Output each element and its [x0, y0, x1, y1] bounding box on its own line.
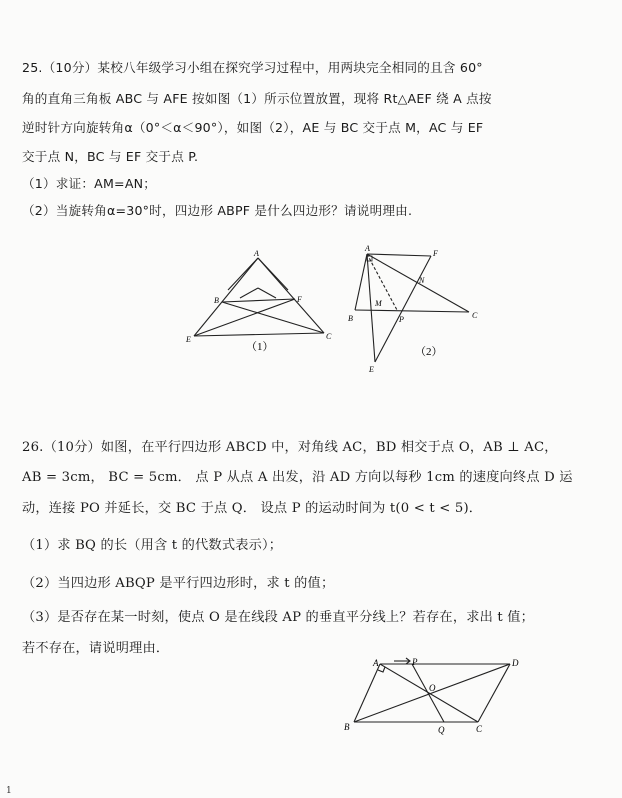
fig26-label-Q: Q [438, 725, 445, 735]
fig2-label-N: N [419, 276, 425, 285]
fig2-label-M: M [375, 299, 382, 308]
q25-figure-2 [345, 240, 495, 375]
fig1-label-B: B [214, 296, 219, 305]
fig1-label-F: F [297, 295, 302, 304]
q26-line-2: AB = 3cm， BC = 5cm． 点 P 从点 A 出发，沿 AD 方向以每秒 1cm 的速度向终点 D 运 [22, 470, 573, 485]
q26-line-1: 26.（10分）如图，在平行四边形 ABCD 中，对角线 AC，BD 相交于点 O，AB ⊥ AC， [22, 440, 558, 455]
q25-line-3: 逆时针方向旋转角α（0°＜α＜90°），如图（2），AE 与 BC 交于点 M，AC 与 EF [22, 120, 484, 135]
fig2-label-A: A [365, 244, 370, 253]
q26-line-3: 动，连接 PO 并延长，交 BC 于点 Q． 设点 P 的运动时间为 t(0 < t < 5)． [22, 501, 483, 516]
fig2-label-E: E [369, 365, 374, 374]
fig26-label-C: C [476, 724, 483, 734]
q25-figure-1 [180, 246, 340, 356]
fig2-caption: （2） [415, 346, 443, 358]
q25-line-4: 交于点 N，BC 与 EF 交于点 P. [22, 149, 199, 164]
fig1-caption: （1） [246, 341, 274, 353]
fig26-label-B: B [344, 722, 350, 732]
fig2-label-P: P [399, 315, 404, 324]
fig1-label-C: C [326, 332, 332, 341]
fig2-label-C: C [472, 311, 478, 320]
q26-sub3-line-2: 若不存在，请说明理由． [22, 641, 170, 656]
q25-sub2: （2）当旋转角α=30°时，四边形 ABPF 是什么四边形？请说明理由. [22, 203, 413, 218]
q26-sub1: （1）求 BQ 的长（用含 t 的代数式表示）； [22, 538, 283, 553]
fig26-label-P: P [412, 657, 418, 667]
page-mark: 1 [6, 786, 12, 796]
fig1-label-E: E [186, 335, 191, 344]
fig26-label-A: A [373, 658, 379, 668]
fig2-label-F: F [433, 249, 438, 258]
q26-sub3-line-1: （3）是否存在某一时刻，使点 O 是在线段 AP 的垂直平分线上？若存在，求出 t 值； [22, 610, 535, 625]
fig1-label-A: A [254, 249, 259, 258]
q25-line-1: 25.（10分）某校八年级学习小组在探究学习过程中，用两块完全相同的且含 60° [22, 60, 483, 75]
fig2-label-B: B [348, 314, 353, 323]
q26-figure [340, 652, 530, 742]
q25-line-2: 角的直角三角板 ABC 与 AFE 按如图（1）所示位置放置，现将 Rt△AEF 绕 A 点按 [22, 91, 492, 106]
q26-sub2: （2）当四边形 ABQP 是平行四边形时，求 t 的值； [22, 576, 335, 591]
q25-sub1: （1）求证：AM=AN； [22, 176, 157, 191]
fig26-label-D: D [512, 658, 519, 668]
fig26-label-O: O [429, 683, 436, 693]
